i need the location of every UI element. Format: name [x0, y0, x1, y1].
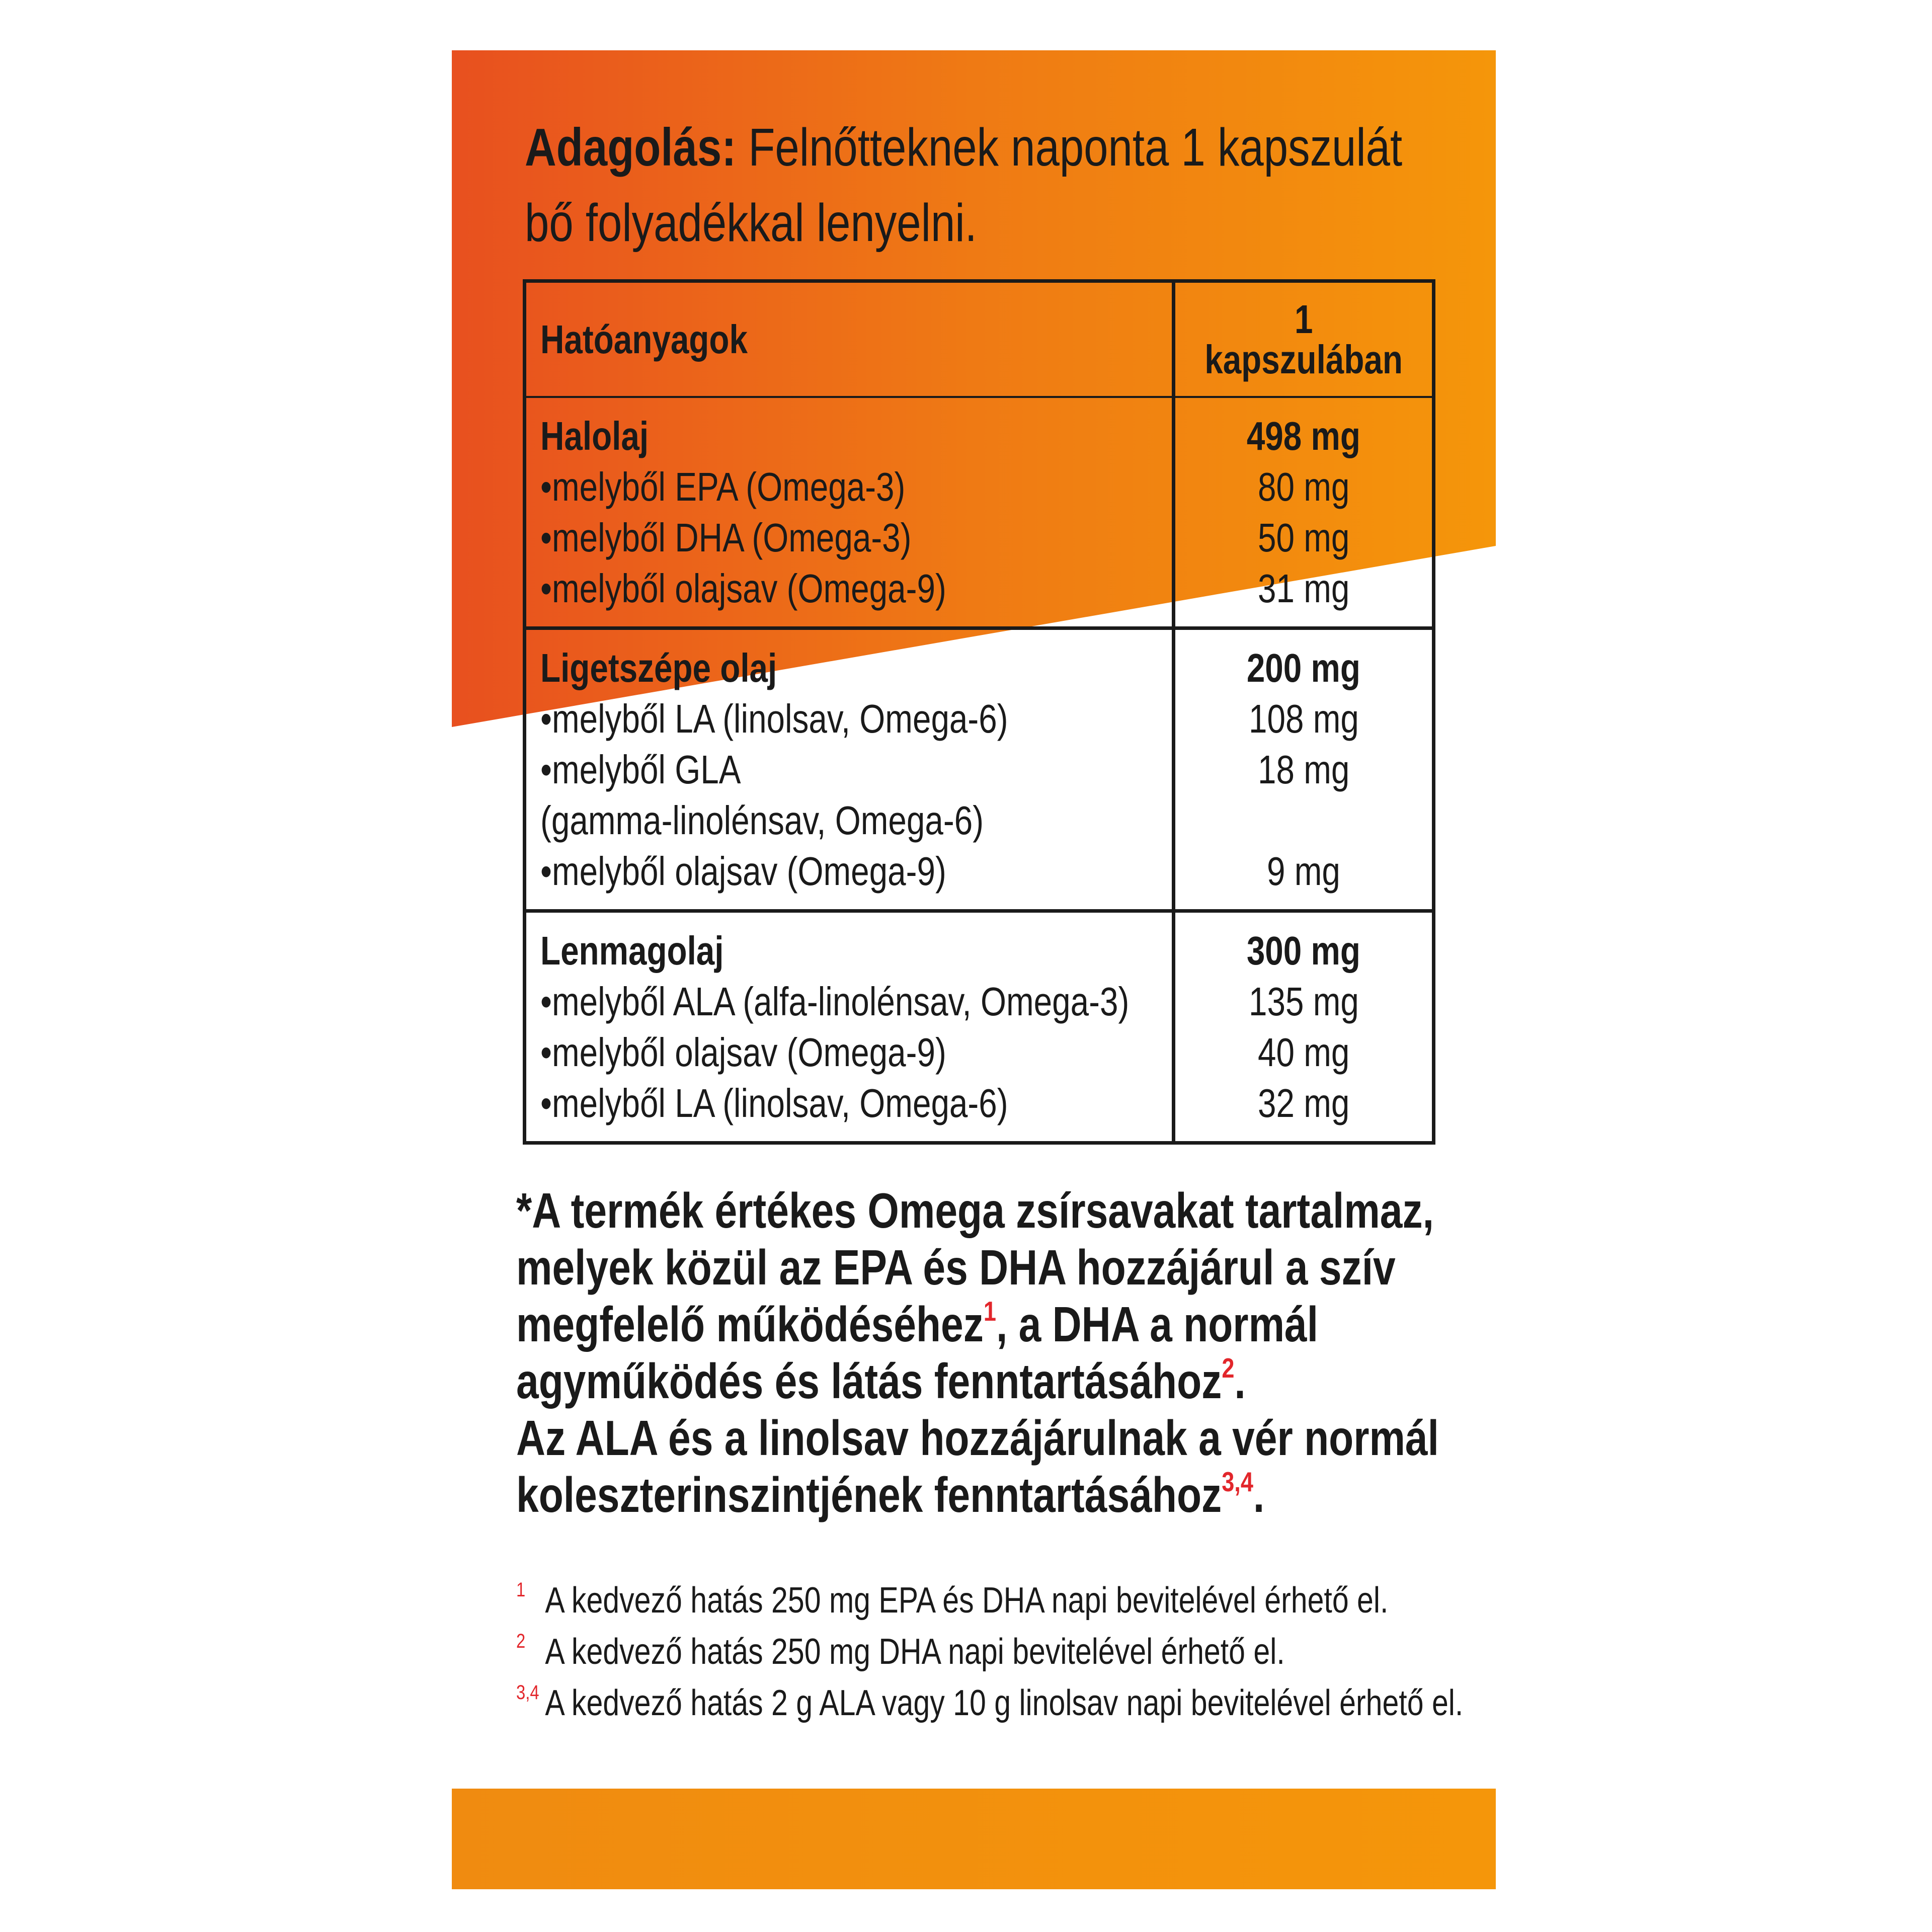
item-label: •melyből LA (linolsav, Omega-6)	[540, 1081, 1008, 1125]
ingredients-table	[523, 279, 1435, 1145]
footnote-ref-2: 2	[1222, 1352, 1235, 1384]
footnote-mark: 3,4	[516, 1681, 539, 1704]
footnote-text: A kedvező hatás 250 mg DHA napi bevitelével érhető el.	[545, 1632, 1285, 1672]
item-amount: 80 mg	[1257, 464, 1350, 509]
header-ingredients: Hatóanyagok	[540, 317, 748, 362]
item-amount: 40 mg	[1257, 1030, 1350, 1075]
footnote-mark: 1	[516, 1579, 526, 1601]
header-per-capsule-2: kapszulában	[1204, 337, 1403, 382]
table-group-fish-oil	[526, 398, 1432, 626]
table-header-row	[526, 283, 1432, 398]
group-amount: 300 mg	[1246, 928, 1361, 973]
item-label: •melyből DHA (Omega-3)	[540, 515, 912, 560]
item-amount: 31 mg	[1257, 566, 1350, 611]
dosage-label: Adagolás:	[525, 118, 737, 177]
item-label: •melyből EPA (Omega-3)	[540, 464, 906, 509]
dosage-line1: Felnőtteknek naponta 1 kapszulát	[736, 118, 1403, 177]
item-label: •melyből ALA (alfa-linolénsav, Omega-3)	[540, 979, 1130, 1024]
footnote-text: A kedvező hatás 2 g ALA vagy 10 g linolsav napi bevitelével érhető el.	[545, 1683, 1464, 1723]
item-label: •melyből GLA	[540, 747, 741, 792]
claim-paragraph-1: *A termék értékes Omega zsírsavakat tartalmaz, melyek közül az EPA és DHA hozzájárul a szív megfelelő működéséhez$^1$, a DHA a normál agyműködés és látás fenntartásához$^2$.	[516, 1183, 1434, 1409]
footnote-text: A kedvező hatás 250 mg EPA és DHA napi bevitelével érhető el.	[545, 1580, 1389, 1621]
orange-bottom-band	[452, 1789, 1496, 1889]
item-label: •melyből olajsav (Omega-9)	[540, 849, 946, 894]
health-claims	[516, 1182, 1440, 1523]
item-amount: 108 mg	[1248, 696, 1359, 741]
group-amount: 498 mg	[1246, 414, 1361, 458]
item-amount: 9 mg	[1267, 849, 1340, 894]
footnote-ref-1: 1	[983, 1296, 996, 1327]
item-amount: 32 mg	[1257, 1081, 1350, 1125]
item-amount: 135 mg	[1248, 979, 1359, 1024]
footnote	[516, 1677, 1506, 1729]
item-label: •melyből olajsav (Omega-9)	[540, 1030, 946, 1075]
claim-paragraph-2: Az ALA és a linolsav hozzájárulnak a vér normál koleszterinszintjének fenntartásához$^{3,4}$.	[516, 1410, 1439, 1522]
footnote	[516, 1575, 1506, 1626]
item-label: (gamma-linolénsav, Omega-6)	[540, 798, 984, 843]
table-group-evening-primrose-oil	[526, 626, 1432, 909]
item-label: •melyből olajsav (Omega-9)	[540, 566, 946, 611]
group-name: Halolaj	[540, 414, 649, 458]
dosage-text	[525, 110, 1403, 261]
dosage-line2: bő folyadékkal lenyelni.	[525, 193, 977, 253]
group-name: Lenmagolaj	[540, 928, 724, 973]
table-group-linseed-oil	[526, 909, 1432, 1141]
footnotes	[516, 1575, 1506, 1729]
item-label: •melyből LA (linolsav, Omega-6)	[540, 696, 1008, 741]
footnote	[516, 1626, 1506, 1677]
product-panel	[452, 50, 1496, 1889]
header-per-capsule-1: 1	[1294, 296, 1313, 342]
item-amount: 50 mg	[1257, 515, 1350, 560]
footnote-mark: 2	[516, 1630, 526, 1652]
group-name: Ligetszépe olaj	[540, 646, 777, 690]
group-amount: 200 mg	[1246, 646, 1361, 690]
item-amount: 18 mg	[1257, 747, 1350, 792]
footnote-ref-3-4: 3,4	[1222, 1466, 1253, 1497]
